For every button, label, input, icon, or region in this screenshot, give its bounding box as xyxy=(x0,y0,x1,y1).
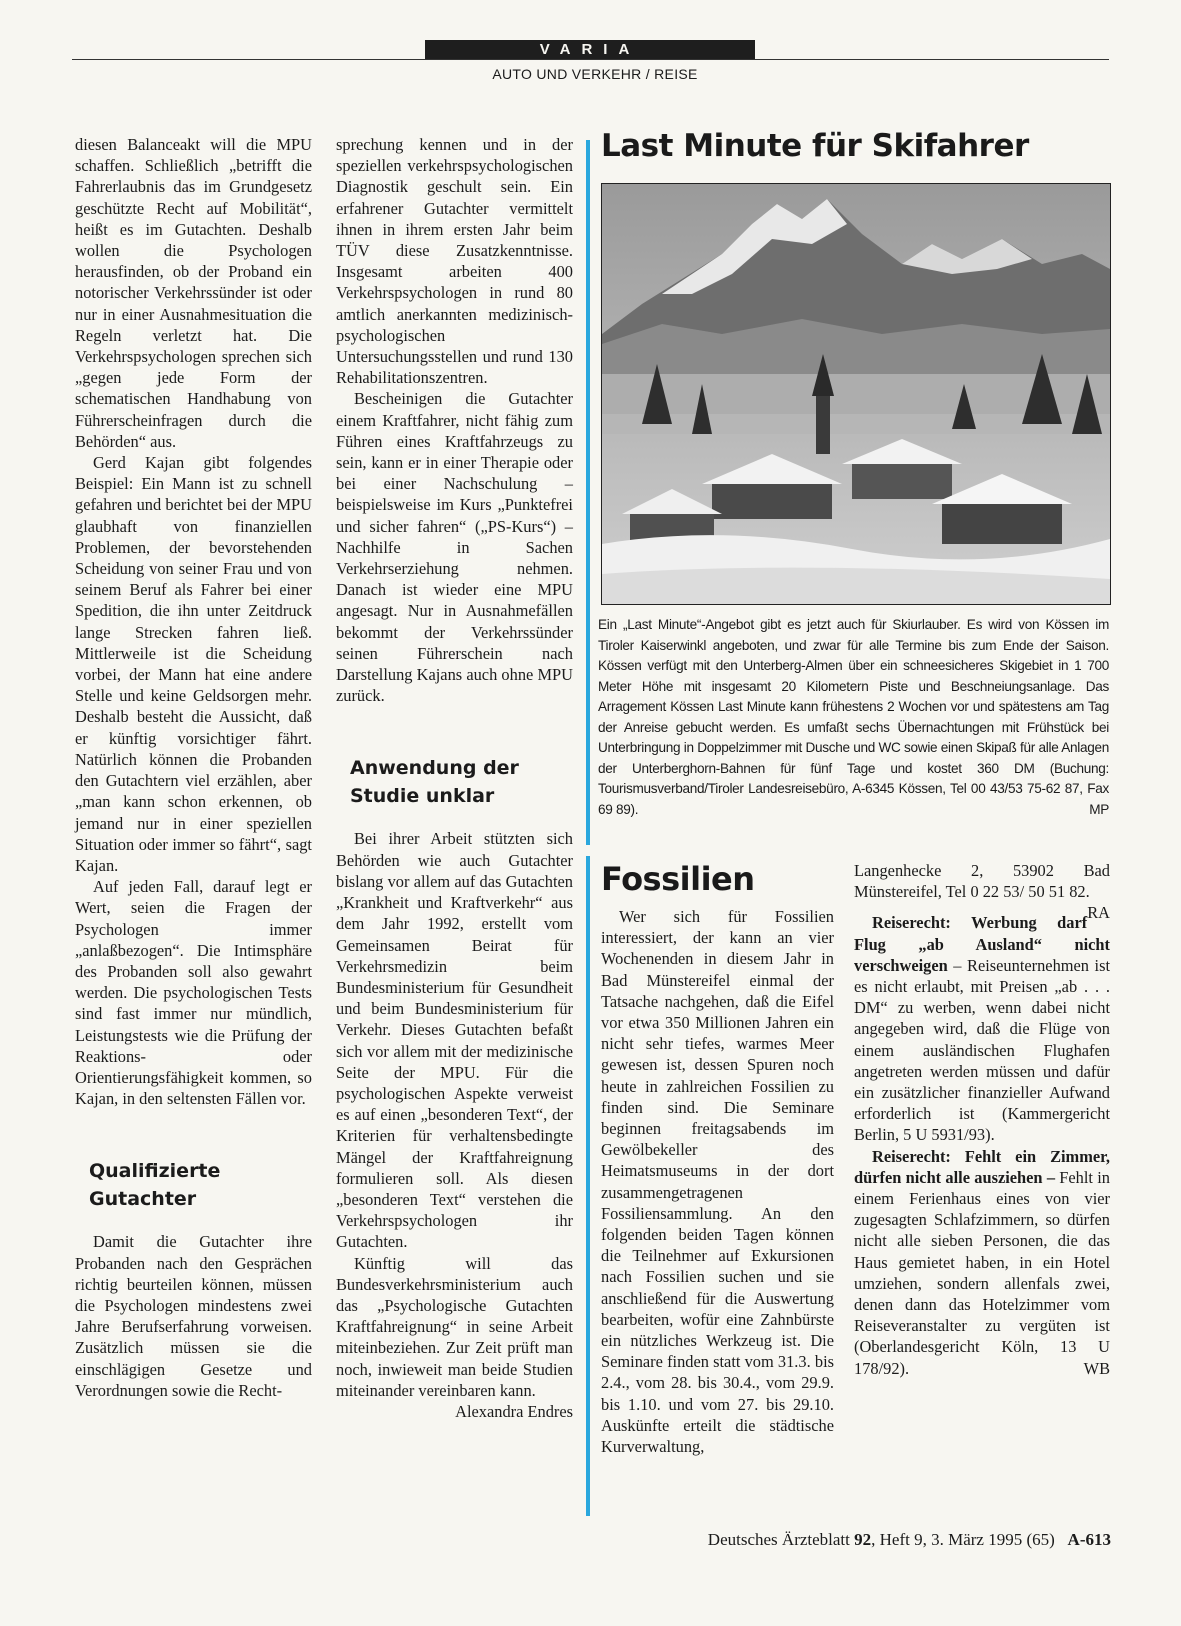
article-headline: Fossilien xyxy=(601,860,755,898)
paragraph: diesen Balanceakt will die MPU schaffen. Schließlich „betrifft die Fahrerlaubnis das im Grundgesetz geschützte Recht auf Mobilität“, heißt es im Gutachten. Deshalb wollen die Psychologen herausfinden, ob der Proband ein notorischer Verkehrssünder ist oder nur in einer Ausnahmesituation die Regeln verletzt hat. Die Verkehrspsychologen sprechen sich „gegen jede Form der schematischen Handhabung von Führerscheinfragen durch die Behörden“ aus. xyxy=(75,135,312,451)
column-4 xyxy=(854,860,1110,1379)
paragraph: Auf jeden Fall, darauf legt er Wert, seien die Fragen der Psychologen immer „anlaßbezogen“. Die Intimsphäre des Probanden soll also gewahrt werden. Die psychologischen Tests sind fast immer nur mündlich, Leistungstests wie die Prüfung der Reaktions- oder Orientierungsfähigkeit kommen, so Kajan, in den seltensten Fällen vor. xyxy=(75,877,312,1109)
paragraph: Langenhecke 2, 53902 Bad Münstereifel, Tel 0 22 53/ 50 51 82. RA xyxy=(854,861,1110,923)
page-footer xyxy=(593,1530,1111,1550)
article-headline: Last Minute für Skifahrer xyxy=(601,128,1029,164)
paragraph: sprechung kennen und in der speziellen verkehrspsychologischen Diagnostik geschult sein. Ein erfahrener Gutachter vermittelt ihnen in ihrem ersten Jahr beim TÜV diese Zusatzkenntnisse. Insgesamt arbeiten 400 Verkehrspsychologen in rund 80 amtlich anerkannten medizinisch-psychologischen Untersuchungsstellen und rund 130 Rehabilitationszentren. xyxy=(336,135,573,388)
lead-in: Reiserecht: Werbung darf Flug „ab Ausland“ nicht verschweigen xyxy=(854,913,1110,975)
caption-signature: MP xyxy=(1089,801,1109,817)
journal-name: Deutsches Ärzteblatt xyxy=(707,1530,850,1549)
paragraph: Bescheinigen die Gutachter einem Kraftfahrer, nicht fähig zum Führen eines Kraftfahrzeugs zu sein, kann er in einer Therapie oder bei einer Nachschulung – beispielsweise im Kurs „Punktefrei und sicher fahren“ („PS-Kurs“) – Nachhilfe in Sachen Verkehrserziehung nehmen. Danach ist wieder eine MPU angesagt. Nur in Ausnahmefällen bekommt der Verkehrssünder seinen Führerschein nach Darstellung Kajans auch ohne MPU zurück. xyxy=(336,389,573,706)
paragraph: Wer sich für Fossilien interessiert, der kann an vier Wochenenden in diesem Jahr in Bad Münstereifel einmal der Tatsache nachgehen, daß die Eifel vor etwa 350 Millionen Jahren ein nicht sehr tiefes, warmes Meer gewesen ist, dessen Spuren noch heute in zahlreichen Fossilien zu finden sind. Die Seminare beginnen freitagsabends im Gewölbekeller des Heimatsmuseums in der dort zusammengetragenen Fossiliensammlung. An den folgenden beiden Tagen können die Teilnehmer auf Exkursionen nach Fossilien suchen und sie anschließend für die Auswertung bearbeiten, wofür eine Zahnbürste ein nützliches Werkzeug ist. Die Seminare finden statt vom 31.3. bis 2.4., vom 28. bis 30.4., vom 29.9. bis 1.10. und vom 27. bis 29.10. Auskünfte erteilt die städtische Kurverwaltung, xyxy=(601,907,834,1457)
paragraph: Reiserecht: Fehlt ein Zimmer, dürfen nicht alle ausziehen – Fehlt in einem Ferienhaus eines von vier zugesagten Schlafzimmern, so dürfen nicht alle sieben Personen, die das Haus gemietet haben, in ein Hotel umziehen, sondern allenfals zwei, denen dann das Hotelzimmer vom Reiseveranstalter zu vergüten ist (Oberlandesgericht Köln, 13 U 178/92). WB xyxy=(854,1146,1110,1378)
section-label: VARIA xyxy=(425,40,755,60)
column-1 xyxy=(75,134,312,1401)
accent-rule xyxy=(586,140,590,845)
header-rule xyxy=(72,59,1109,60)
paragraph: Damit die Gutachter ihre Probanden nach den Gesprächen richtig beurteilen können, müssen die Psychologen mindestens zwei Jahre Berufserfahrung vorweisen. Zusätzlich müssen sie die einschlägigen Gesetze und Verordnungen sowie die Recht- xyxy=(75,1232,312,1400)
column-2 xyxy=(336,134,573,1422)
subheading: Qualifizierte Gutachter xyxy=(89,1160,221,1211)
author-signature: Alexandra Endres xyxy=(455,1401,573,1421)
subheading: Anwendung der Studie unklar xyxy=(350,757,519,808)
author-signature: RA xyxy=(1087,903,1110,923)
paragraph: Bei ihrer Arbeit stützten sich Behörden wie auch Gutachter bislang vor allem auf das Gutachten „Krankheit und Kraftverkehr“ aus dem Jahr 1992, erstellt vom Gemeinsamen Beirat für Verkehrsmedizin beim Bundesministerium für Gesundheit und beim Bundesministerium für Verkehr. Dieses Gutachten befaßt sich vor allem mit der medizinische Seite der MPU. Für die psychologischen Aspekte verweist es auf einen „besonderen Text“, der Kriterien für verhaltensbedingte Mängel der Kraftfahreignung formulieren soll. Als diesen „besonderen Text“ verstehen die Verkehrspsychologen ihr Gutachten. xyxy=(336,829,573,1252)
paragraph: Künftig will das Bundesverkehrsministerium auch das „Psychologische Gutachten Kraftfahreignung“ in seine Arbeit miteinbeziehen. Zur Zeit prüft man noch, inwieweit man beide Studien miteinander vereinbaren kann. Alexandra Endres xyxy=(336,1253,573,1421)
accent-rule xyxy=(586,856,590,1516)
photo-caption: Ein „Last Minute“-Angebot gibt es jetzt auch für Skiurlauber. Es wird von Kössen im Tiroler Kaiserwinkl angeboten, und zwar für alle Termine bis zum Ende der Saison. Kössen verfügt mit den Unterberg-Almen über ein schneesicheres Skigebiet in 1 700 Meter Höhe mit insgesamt 20 Kilometern Piste und Beschneiungsanlage. Das Arragement Kössen Last Minute kann frühestens 2 Wochen vor und spätestens am Tag der Anreise gebucht werden. Es umfaßt sechs Übernachtungen mit Frühstück bei Unterbringung in Doppelzimmer mit Dusche und WC sowie einen Skipaß für alle Anlagen der Unterberghorn-Bahnen für fünf Tage und kostet 360 DM (Buchung: Tourismusverband/Tiroler Landesreisebüro, A-6345 Kössen, Tel 00 43/53 75-62 87, Fax 69 89). MP xyxy=(598,615,1109,820)
ski-village-photo xyxy=(601,183,1111,605)
lead-in: Reiserecht: Fehlt ein Zimmer, dürfen nicht alle ausziehen – xyxy=(854,1146,1110,1187)
author-signature: WB xyxy=(1083,1358,1110,1378)
column-3 xyxy=(601,906,834,1457)
volume-number: 92 xyxy=(854,1530,872,1549)
page-number: A-613 xyxy=(1067,1530,1111,1549)
paragraph: Gerd Kajan gibt folgendes Beispiel: Ein Mann ist zu schnell gefahren und berichtet bei der MPU glaubhaft von finanziellen Problemen, der bevorstehenden Scheidung von seiner Frau und von seinem Beruf als Fahrer bei einer Spedition, die ihn unter Zeitdruck lange Strecken fahren ließ. Mittlerweile ist die Scheidung vorbei, der Mann hat eine andere Stelle und keine Geldsorgen mehr. Deshalb besteht die Aussicht, daß er künftig vorsichtiger fährt. Natürlich können die Probanden den Gutachtern viel erzählen, aber „man kann schon erkennen, ob jemand nur in einer speziellen Situation oder immer so fährt“, sagt Kajan. xyxy=(75,453,312,875)
issue-info: , Heft 9, 3. März 1995 (65) xyxy=(871,1530,1055,1549)
subsection-label: AUTO UND VERKEHR / REISE xyxy=(492,66,698,82)
paragraph: Reiserecht: Werbung darf Flug „ab Ausland“ nicht verschweigen – Reiseunternehmen ist es nicht erlaubt, mit Preisen „ab . . . DM“ zu werben, wenn dabei nicht angegeben wird, daß die Flüge von einem ausländischen Flughafen angetreten werden müssen und dafür ein zusätzlicher finanzieller Aufwand erforderlich ist (Kammergericht Berlin, 5 U 5931/93). xyxy=(854,913,1110,1145)
